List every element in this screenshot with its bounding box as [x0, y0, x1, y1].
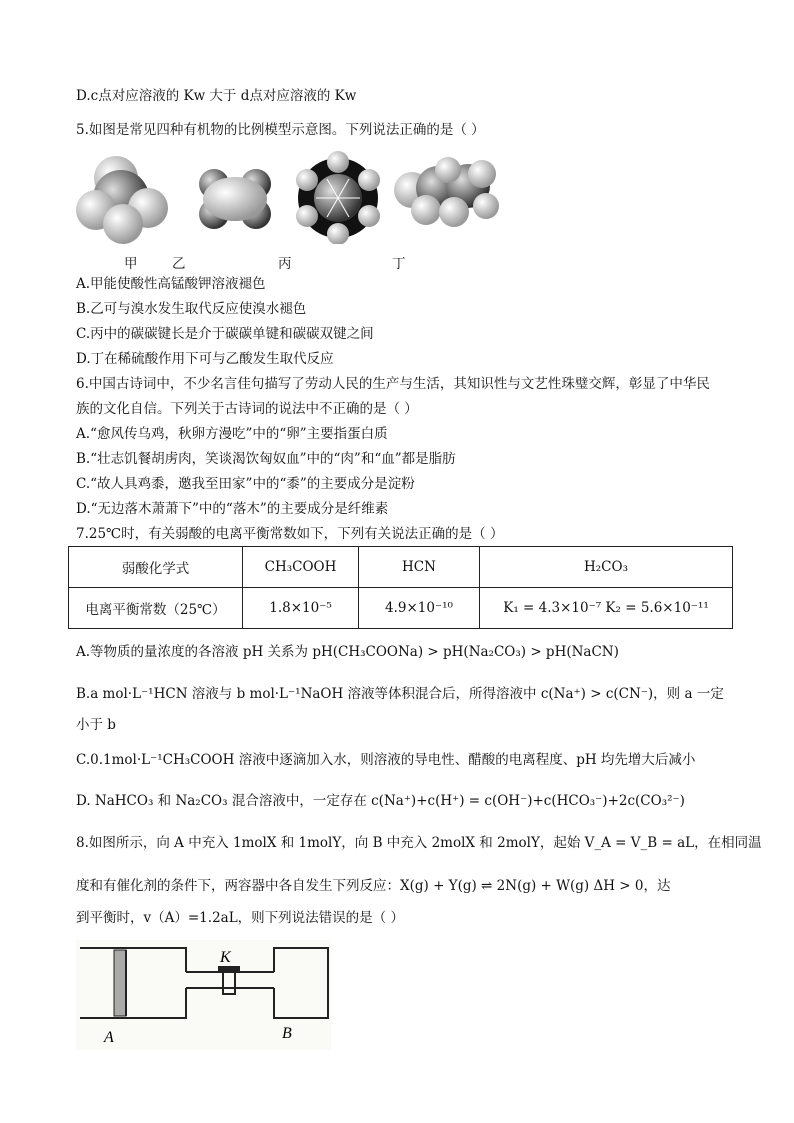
- question-8-line3: 到平衡时，v（A）=1.2aL，则下列说法错误的是（ ）: [76, 910, 404, 926]
- benzene-model: [296, 151, 380, 244]
- valve-label: K: [220, 949, 231, 966]
- question-8-line1: 8.如图所示，向 A 中充入 1molX 和 1molY，向 B 中充入 2molX 和 2molY，起始 V_A = V_B = aL，在相同温: [76, 835, 762, 851]
- container-diagram: [76, 940, 331, 1050]
- q6-option-b: B.“壮志饥餐胡虏肉，笑谈渴饮匈奴血”中的“肉”和“血”都是脂肪: [76, 451, 456, 467]
- q5-option-d: D.丁在稀硫酸作用下可与乙酸发生取代反应: [76, 351, 334, 367]
- ionization-constants-table: [68, 546, 733, 629]
- table-cell: HCN: [359, 547, 480, 588]
- ethylene-model: [199, 169, 271, 229]
- label-bing: 丙: [278, 256, 292, 272]
- table-cell: 1.8×10⁻⁵: [243, 588, 359, 629]
- q5-option-b: B.乙可与溴水发生取代反应使溴水褪色: [76, 301, 307, 317]
- q6-option-a: A.“愈风传乌鸡，秋卵方漫吃”中的“卵”主要指蛋白质: [76, 426, 388, 442]
- table-cell: 电离平衡常数（25℃）: [69, 588, 243, 629]
- option-d-prev: D.c点对应溶液的 Kw 大于 d点对应溶液的 Kw: [76, 88, 357, 104]
- table-cell: 弱酸化学式: [69, 547, 243, 588]
- label-ding: 丁: [392, 256, 406, 272]
- q6-option-d: D.“无边落木萧萧下”中的“落木”的主要成分是纤维素: [76, 501, 389, 517]
- question-6-line1: 6.中国古诗词中，不少名言佳句描写了劳动人民的生产与生活，其知识性与文艺性珠璧交辉，彰显了中华民: [76, 376, 710, 392]
- methane-model: [76, 156, 168, 244]
- table-header-row: [69, 547, 733, 588]
- q7-option-c: C.0.1mol·L⁻¹CH₃COOH 溶液中逐滴加入水，则溶液的导电性、醋酸的电离程度、pH 均先增大后减小: [76, 752, 696, 768]
- q7-option-b-line2: 小于 b: [76, 717, 116, 733]
- question-7: 7.25℃时，有关弱酸的电离平衡常数如下，下列有关说法正确的是（ ）: [76, 526, 504, 542]
- table-row: [69, 588, 733, 629]
- q5-option-c: C.丙中的碳碳键长是介于碳碳单键和碳碳双键之间: [76, 326, 374, 342]
- q7-option-d: D. NaHCO₃ 和 Na₂CO₃ 混合溶液中，一定存在 c(Na⁺)+c(H⁺) = c(OH⁻)+c(HCO₃⁻)+2c(CO₃²⁻): [76, 793, 685, 809]
- q7-option-b-line1: B.a mol·L⁻¹HCN 溶液与 b mol·L⁻¹NaOH 溶液等体积混合后，所得溶液中 c(Na⁺) > c(CN⁻)，则 a 一定: [76, 686, 724, 702]
- q7-option-a: A.等物质的量浓度的各溶液 pH 关系为 pH(CH₃COONa) > pH(Na₂CO₃) > pH(NaCN): [76, 644, 619, 660]
- container-b-label: B: [282, 1025, 292, 1042]
- question-6-line2: 族的文化自信。下列关于古诗词的说法中不正确的是（ ）: [76, 401, 418, 417]
- table-cell: H₂CO₃: [480, 547, 733, 588]
- question-8-line2: 度和有催化剂的条件下，两容器中各自发生下列反应：X(g) + Y(g) ⇌ 2N(g) + W(g) ΔH > 0，达: [76, 878, 671, 894]
- molecule-models-figure: [76, 148, 506, 244]
- q5-option-a: A.甲能使酸性高锰酸钾溶液褪色: [76, 276, 266, 292]
- container-a-label: A: [104, 1029, 114, 1046]
- label-jia: 甲: [124, 256, 138, 272]
- table-cell: 4.9×10⁻¹⁰: [359, 588, 480, 629]
- table-cell: CH₃COOH: [243, 547, 359, 588]
- ethanol-model: [394, 157, 499, 227]
- q6-option-c: C.“故人具鸡黍，邀我至田家”中的“黍”的主要成分是淀粉: [76, 476, 415, 492]
- table-cell: K₁ = 4.3×10⁻⁷ K₂ = 5.6×10⁻¹¹: [480, 588, 733, 629]
- label-yi: 乙: [172, 256, 186, 272]
- question-5: 5.如图是常见四种有机物的比例模型示意图。下列说法正确的是（ ）: [76, 122, 485, 138]
